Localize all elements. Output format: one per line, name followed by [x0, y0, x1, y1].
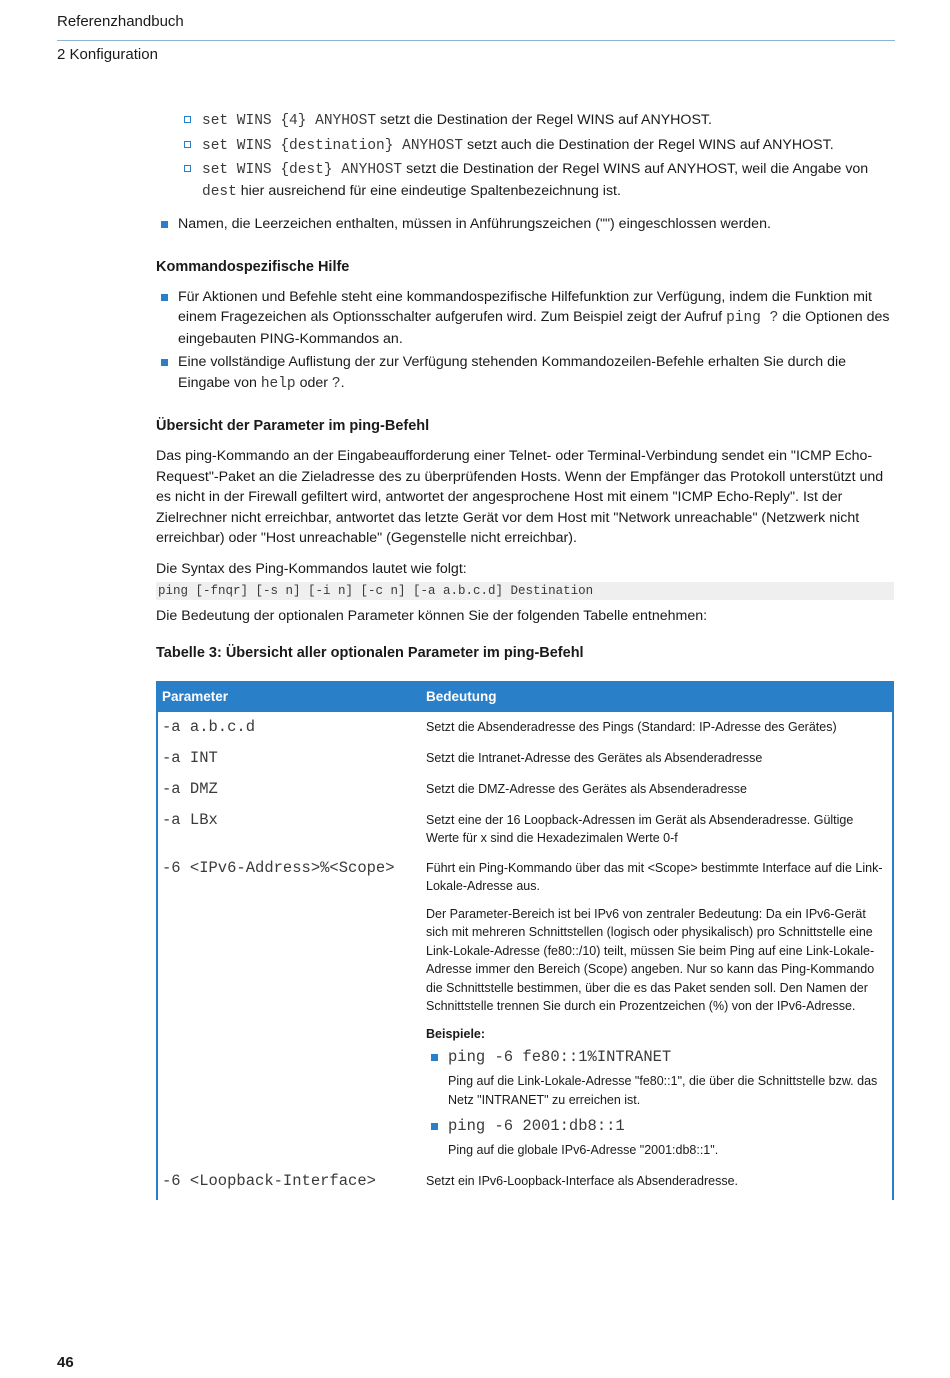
help-bullet-list	[156, 287, 894, 395]
list-item: set WINS {destination} ANYHOST setzt auch die Destination der Regel WINS auf ANYHOST.	[184, 135, 894, 157]
page-number: 46	[57, 1354, 74, 1371]
ping-intro-paragraph: Das ping-Kommando an der Eingabeaufforderung einer Telnet- oder Terminal-Verbindung sendet ein "ICMP Echo-Request"-Paket an die Zieladresse des zu überprüfenden Hosts. Wenn der Empfänger das Protokoll unterstützt und es nicht in der Firewall gefiltert wird, antwortet der angesprochene Host mit einem "ICMP Echo-Reply". Ist der Zielrechner nicht erreichbar, antwortet das letzte Gerät vor dem Host mit "Network unreachable" (Netzwerk nicht erreichbar) oder "Host unreachable" (Gegenstelle nicht erreichbar).	[156, 448, 884, 546]
table-row	[158, 805, 892, 853]
parameter-table	[156, 681, 894, 1200]
table-row	[158, 774, 892, 805]
running-header	[57, 12, 895, 65]
page-content	[156, 110, 894, 1200]
header-rule	[57, 40, 895, 41]
desc-paragraph: Führt ein Ping-Kommando über das mit <Scope> bestimmte Interface auf die Link-Lokale-Adresse aus.	[426, 860, 883, 893]
list-item: Namen, die Leerzeichen enthalten, müssen in Anführungszeichen ("") eingeschlossen werden.	[156, 214, 894, 235]
examples-list	[426, 1046, 888, 1160]
desc-cell: Setzt die Absenderadresse des Pings (Standard: IP-Adresse des Gerätes)	[426, 719, 837, 734]
syntax-code-block: ping [-fnqr] [-s n] [-i n] [-c n] [-a a.b.c.d] Destination	[156, 582, 894, 600]
desc-cell: Setzt ein IPv6-Loopback-Interface als Absenderadresse.	[426, 1173, 738, 1188]
code-snippet: set WINS {destination} ANYHOST	[202, 137, 464, 154]
examples-label: Beispiele:	[426, 1026, 486, 1041]
param-cell: -6 <Loopback-Interface>	[162, 1171, 376, 1190]
help-heading: Kommandospezifische Hilfe	[156, 258, 350, 275]
code-snippet: set WINS {dest} ANYHOST	[202, 162, 403, 178]
table-caption: Tabelle 3: Übersicht aller optionalen Parameter im ping-Befehl	[156, 644, 584, 661]
desc-cell: Setzt eine der 16 Loopback-Adressen im Gerät als Absenderadresse. Gültige Werte für x sind die Hexadezimalen Werte 0-f	[426, 812, 854, 845]
code-snippet: ?	[331, 375, 341, 392]
wins-examples-list	[184, 110, 894, 202]
param-cell: -a a.b.c.d	[162, 717, 256, 736]
column-header-parameter: Parameter	[162, 688, 229, 704]
document-title: Referenzhandbuch	[57, 13, 184, 30]
desc-cell: Setzt die Intranet-Adresse des Gerätes als Absenderadresse	[426, 750, 763, 765]
example-command: ping -6 fe80::1%INTRANET	[448, 1048, 672, 1066]
desc-cell	[426, 857, 892, 1166]
desc-cell: Setzt die DMZ-Adresse des Gerätes als Absenderadresse	[426, 781, 747, 796]
table-row-ipv6	[158, 853, 892, 1166]
table-row	[158, 1166, 892, 1200]
table-row	[158, 712, 892, 743]
list-item: set WINS {4} ANYHOST setzt die Destination der Regel WINS auf ANYHOST.	[184, 110, 894, 132]
param-cell: -a LBx	[162, 810, 218, 829]
example-description: Ping auf die Link-Lokale-Adresse "fe80::1", die über die Schnittstelle bzw. das Netz "INTRANET" zu erreichen ist.	[448, 1074, 878, 1107]
example-command: ping -6 2001:db8::1	[448, 1117, 625, 1135]
chapter-title: 2 Konfiguration	[57, 46, 158, 63]
code-snippet: set WINS {4} ANYHOST	[202, 113, 377, 129]
ping-section-heading: Übersicht der Parameter im ping-Befehl	[156, 418, 430, 434]
param-cell: -a DMZ	[162, 779, 218, 798]
names-bullet-list	[156, 214, 894, 235]
table-header-row	[158, 681, 892, 712]
example-description: Ping auf die globale IPv6-Adresse "2001:db8::1".	[448, 1143, 719, 1157]
table-intro: Die Bedeutung der optionalen Parameter können Sie der folgenden Tabelle entnehmen:	[156, 608, 708, 624]
param-cell: -6 <IPv6-Address>%<Scope>	[162, 858, 395, 877]
list-item: Für Aktionen und Befehle steht eine kommandospezifische Hilfefunktion zur Verfügung, indem die Funktion mit einem Fragezeichen als Optionsschalter aufgerufen wird. Zum Beispiel zeigt der Aufruf ping ? die Optionen des eingebauten PING-Kommandos an.	[156, 287, 894, 350]
column-header-bedeutung: Bedeutung	[426, 688, 497, 704]
syntax-intro: Die Syntax des Ping-Kommandos lautet wie folgt:	[156, 560, 467, 577]
list-item: Eine vollständige Auflistung der zur Verfügung stehenden Kommandozeilen-Befehle erhalten Sie durch die Eingabe von help oder ?.	[156, 352, 894, 394]
desc-paragraph: Der Parameter-Bereich ist bei IPv6 von zentraler Bedeutung: Da ein IPv6-Gerät sich mit mehreren Schnittstellen (logisch oder physikalisch) pro Schnittstelle eine Link-Lokale-Adresse (fe80::/10) teilt, müssen Sie beim Ping auf eine Link-Lokale-Adresse immer den Bereich (Scope) angeben. Nur so kann das Ping-Kommando die Schnittstelle bestimmen, über die es das Paket senden soll. Den Namen der Schnittstelle trennen Sie durch ein Prozentzeichen (%) von der IPv6-Adresse.	[426, 906, 875, 1013]
code-snippet: ping ?	[726, 310, 779, 326]
table-row	[158, 743, 892, 774]
code-snippet: help	[260, 375, 296, 392]
list-item	[426, 1046, 888, 1109]
list-item	[426, 1115, 888, 1160]
param-cell: -a INT	[162, 748, 218, 767]
code-snippet: dest	[202, 183, 237, 200]
list-item: set WINS {dest} ANYHOST setzt die Destination der Regel WINS auf ANYHOST, weil die Angabe von dest hier ausreichend für eine eindeutige Spaltenbezeichnung ist.	[184, 159, 894, 202]
